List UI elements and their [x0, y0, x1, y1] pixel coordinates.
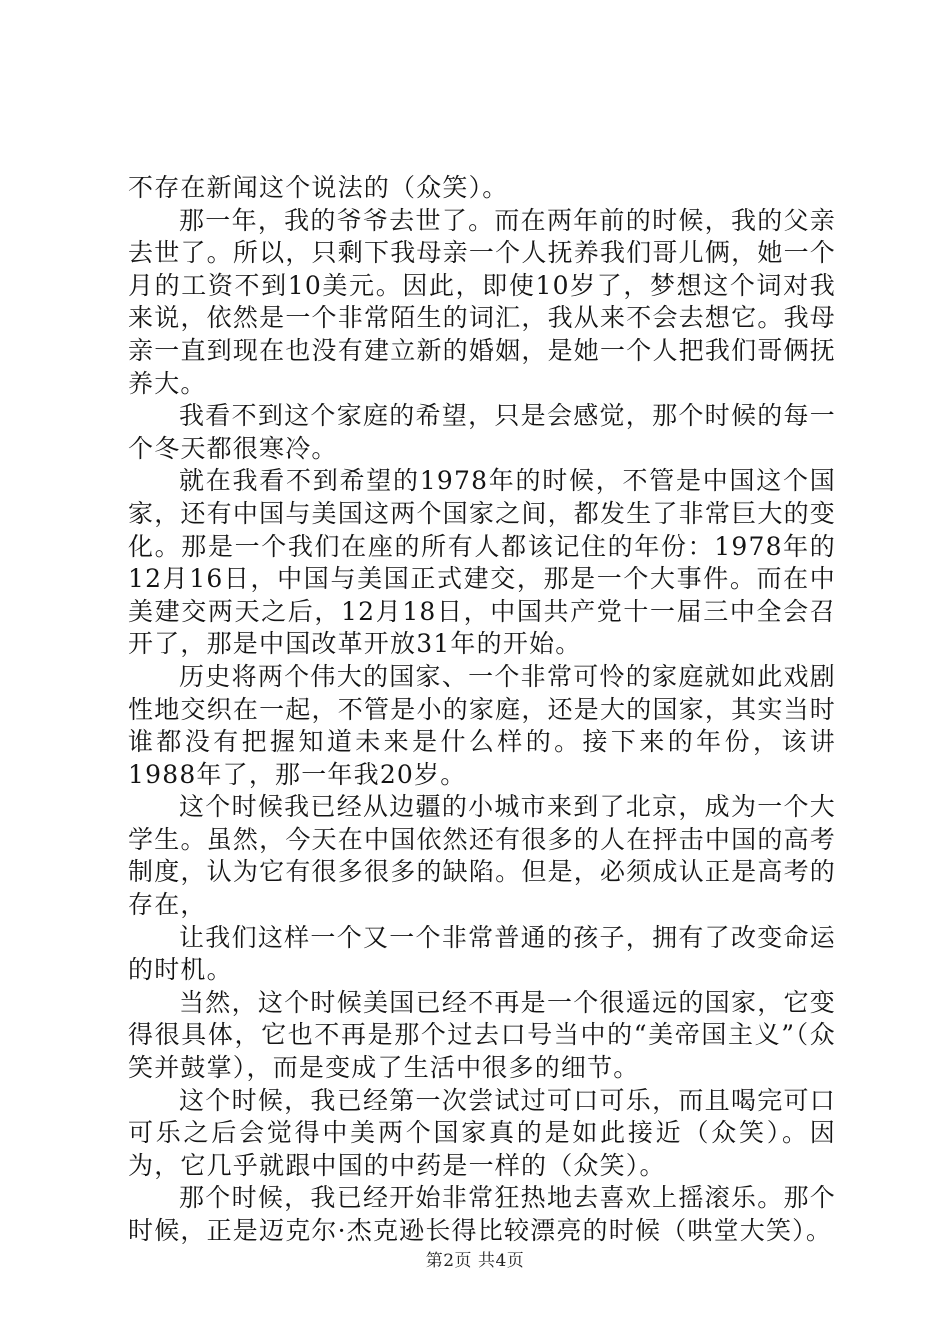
paragraph: 这个时候，我已经第一次尝试过可口可乐，而且喝完可口可乐之后会觉得中美两个国家真的是如此接近（众笑）。因为，它几乎就跟中国的中药是一样的（众笑）。	[128, 1085, 836, 1180]
paragraph: 就在我看不到希望的1978年的时候，不管是中国这个国家，还有中国与美国这两个国家之间，都发生了非常巨大的变化。那是一个我们在座的所有人都该记住的年份：1978年的12月16日，中国与美国正式建交，那是一个大事件。而在中美建交两天之后，12月18日，中国共产党十一届三中全会召开了，那是中国改革开放31年的开始。	[128, 466, 836, 659]
paragraph: 历史将两个伟大的国家、一个非常可怜的家庭就如此戏剧性地交织在一起，不管是小的家庭，还是大的国家，其实当时谁都没有把握知道未来是什么样的。接下来的年份，该讲1988年了，那一年我20岁。	[128, 661, 836, 789]
page-number-footer: 第2页 共4页	[425, 1251, 525, 1271]
paragraph: 这个时候我已经从边疆的小城市来到了北京，成为一个大学生。虽然，今天在中国依然还有很多的人在抨击中国的高考制度，认为它有很多很多的缺陷。但是，必须成认正是高考的存在，	[128, 792, 836, 920]
paragraph: 那个时候，我已经开始非常狂热地去喜欢上摇滚乐。那个时候，正是迈克尔·杰克逊长得比较漂亮的时候（哄堂大笑）。	[128, 1183, 836, 1245]
document-body	[128, 172, 836, 1248]
paragraph: 那一年，我的爷爷去世了。而在两年前的时候，我的父亲去世了。所以，只剩下我母亲一个人抚养我们哥儿俩，她一个月的工资不到10美元。因此，即使10岁了，梦想这个词对我来说，依然是一个非常陌生的词汇，我从来不会去想它。我母亲一直到现在也没有建立新的婚姻，是她一个人把我们哥俩抚养大。	[128, 205, 836, 398]
paragraph: 让我们这样一个又一个非常普通的孩子，拥有了改变命运的时机。	[128, 922, 836, 985]
paragraph: 我看不到这个家庭的希望，只是会感觉，那个时候的每一个冬天都很寒冷。	[128, 401, 836, 463]
paragraph-continuation: 不存在新闻这个说法的（众笑）。	[128, 173, 509, 202]
paragraph: 当然，这个时候美国已经不再是一个很遥远的国家，它变得很具体，它也不再是那个过去口号当中的“美帝国主义”（众笑并鼓掌），而是变成了生活中很多的细节。	[128, 987, 836, 1083]
